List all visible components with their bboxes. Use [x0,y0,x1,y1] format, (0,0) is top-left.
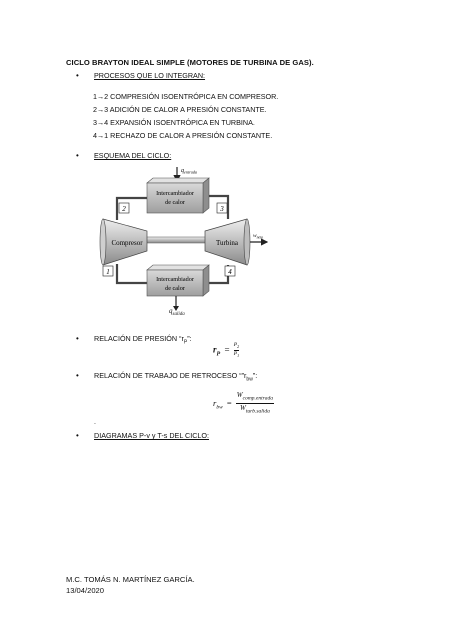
stray-dot: . [94,419,96,426]
relacion-presion-text: RELACIÓN DE PRESIÓN “$r_P$”: [94,334,192,346]
footer-author: M.C. TOMÁS N. MARTÍNEZ GARCÍA. [66,575,195,584]
hx-bottom-label-1: Intercambiador [156,276,194,283]
turbine-label: Turbina [216,239,238,247]
formula-rbw: $r_{bw}$ = $W_{comp.entrada}$ $W_{turb.salida}$ [213,391,274,415]
state-1-label: 1 [106,268,110,276]
formula-rp: $r_P$ = $\frac{P_2}{P_1}$ [213,342,240,359]
heat-exchanger-bottom [147,265,209,296]
brayton-cycle-diagram [95,163,275,308]
w-net-label: $w_{neto}$ [253,233,264,240]
compressor-label: Compresor [111,239,143,247]
footer-date: 13/04/2020 [66,586,105,595]
bullet-dot: • [76,371,79,380]
q-out-label: $q_{salida}$ [169,307,185,317]
procesos-heading: PROCESOS QUE LO INTEGRAN: [94,71,206,80]
proceso-item: 1→2 COMPRESIÓN ISOENTRÓPICA EN COMPRESOR. [93,92,279,101]
proceso-item: 2→3 ADICIÓN DE CALOR A PRESIÓN CONSTANTE. [93,105,267,114]
bullet-relacion-trabajo [76,371,257,382]
shaft [145,237,207,243]
esquema-heading: ESQUEMA DEL CICLO: [94,151,172,160]
relacion-trabajo-text: RELACIÓN DE TRABAJO DE RETROCESO “$”r_{bw}$”: [94,371,258,383]
pipe-1 [117,264,147,283]
state-2-label: 2 [122,205,126,213]
q-in-label: $q_{entrada}$ [181,168,198,175]
bullet-dot: • [76,71,79,80]
bullet-diagramas [76,431,209,440]
turbine [205,219,250,265]
state-4-label: 4 [228,268,232,276]
proceso-item: 3→4 EXPANSIÓN ISOENTRÓPICA EN TURBINA. [93,118,255,127]
page-title: CICLO BRAYTON IDEAL SIMPLE (MOTORES DE TURBINA DE GAS). [66,58,314,67]
bullet-dot: • [76,151,79,160]
proceso-item: 4→1 RECHAZO DE CALOR A PRESIÓN CONSTANTE. [93,131,273,140]
bullet-esquema [76,151,171,160]
bullet-dot: • [76,431,79,440]
heat-exchanger-top [147,178,209,213]
bullet-dot: • [76,334,79,343]
hx-top-label-1: Intercambiador [156,190,194,197]
bullet-procesos [76,71,205,80]
state-3-label: 3 [220,205,224,213]
hx-top-label-2: de calor [165,199,185,206]
hx-bottom-label-2: de calor [165,285,185,292]
bullet-relacion-presion [76,334,192,345]
compressor [100,219,147,265]
diagramas-heading: DIAGRAMAS P-v y T-s DEL CICLO: [94,431,210,440]
